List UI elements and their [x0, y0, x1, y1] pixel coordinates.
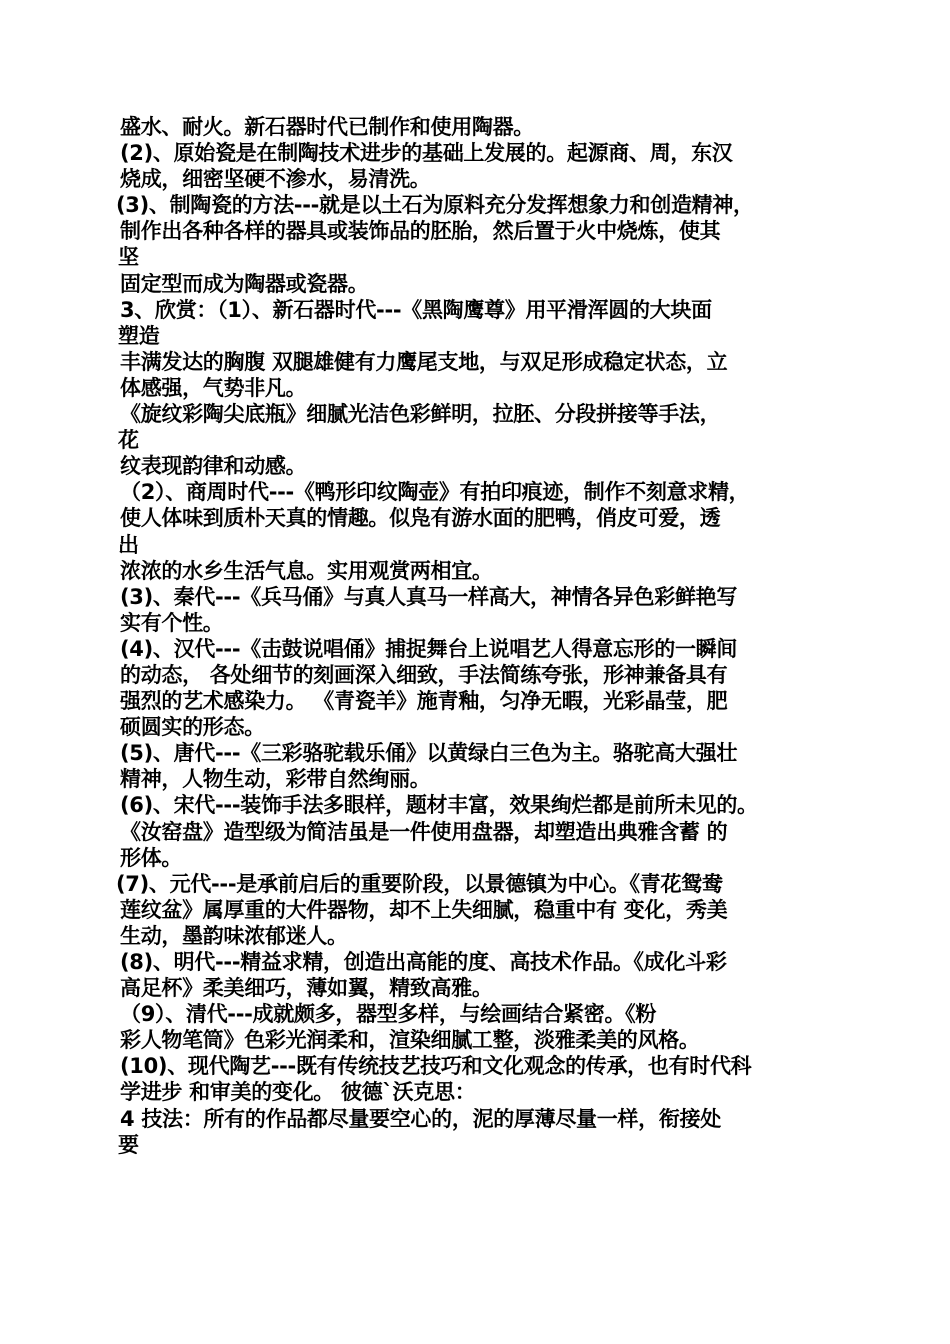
- text-line: 生动，墨韵味浓郁迷人。: [120, 923, 348, 948]
- text-line: 要: [118, 1132, 139, 1157]
- text-line: 浓浓的水乡生活气息。实用观赏两相宜。: [120, 558, 493, 583]
- text-line: 学进步 和审美的变化。 彼德`沃克思：: [120, 1080, 476, 1105]
- text-line: 《汝窑盘》造型级为简洁虽是一件使用盘器，却塑造出典雅含蓄 的: [120, 819, 728, 844]
- text-line: 彩人物笔筒》色彩光润柔和，渲染细腻工整，淡雅柔美的风格。: [120, 1028, 700, 1053]
- text-line: 盛水、耐火。新石器时代已制作和使用陶器。: [120, 115, 534, 139]
- text-line: (10)、现代陶艺---既有传统技艺技巧和文化观念的传承，也有时代科: [120, 1054, 752, 1079]
- text-line: (5)、唐代---《三彩骆驼载乐俑》以黄绿白三色为主。骆驼高大强壮: [120, 741, 738, 766]
- text-line: 纹表现韵律和动感。: [120, 454, 307, 479]
- text-line: 实有个性。: [120, 610, 224, 635]
- text-line: 体感强，气势非凡。: [120, 375, 307, 400]
- text-line: 丰满发达的胸腹 双腿雄健有力鹰尾支地，与双足形成稳定状态，立: [120, 349, 728, 374]
- text-line: 坚: [118, 245, 139, 270]
- text-line: 精神，人物生动，彩带自然绚丽。: [120, 767, 431, 792]
- text-line: 出: [118, 532, 139, 557]
- text-line: (8)、明代---精益求精，创造出高能的度、高技术作品。《成化斗彩: [120, 950, 727, 974]
- text-line: 的动态， 各处细节的刻画深入细致，手法简练夸张，形神兼备具有: [120, 662, 728, 687]
- text-line: 固定型而成为陶器或瓷器。: [120, 271, 369, 296]
- text-line: 4 技法：所有的作品都尽量要空心的，泥的厚薄尽量一样，衔接处: [120, 1106, 721, 1131]
- text-line: （9）、清代---成就颇多，器型多样，与绘画结合紧密。《粉: [120, 1002, 657, 1027]
- text-line: (2)、原始瓷是在制陶技术进步的基础上发展的。起源商、周，东汉: [120, 141, 733, 166]
- text-line: (3)、秦代---《兵马俑》与真人真马一样高大，神情各异色彩鲜艳写: [120, 584, 738, 609]
- text-line: 花: [118, 428, 139, 453]
- text-line: 《旋纹彩陶尖底瓶》细腻光洁色彩鲜明，拉胚、分段拼接等手法，: [120, 402, 721, 427]
- text-line: 3、欣赏：（1）、新石器时代---《黑陶鹰尊》用平滑浑圆的大块面: [120, 297, 712, 322]
- text-line: (7)、元代---是承前启后的重要阶段，以景德镇为中心。《青花鸳鸯: [116, 871, 723, 896]
- text-line: （2）、商周时代---《鸭形印纹陶壶》有拍印痕迹，制作不刻意求精，: [120, 480, 750, 505]
- text-line: 强烈的艺术感染力。 《青瓷羊》施青釉，匀净无暇，光彩晶莹，肥: [120, 689, 728, 714]
- text-line: 使人体味到质朴天真的情趣。似凫有游水面的肥鸭，俏皮可爱，透: [120, 506, 721, 531]
- text-line: (6)、宋代---装饰手法多眼样，题材丰富，效果绚烂都是前所未见的。: [120, 793, 758, 818]
- text-line: 形体。: [120, 845, 183, 870]
- text-line: 烧成，细密坚硬不渗水，易清洗。: [120, 167, 431, 192]
- text-line: (3)、制陶瓷的方法---就是以土石为原料充分发挥想象力和创造精神，: [116, 193, 754, 218]
- text-line: 高足杯》柔美细巧，薄如翼，精致高雅。: [120, 976, 493, 1001]
- text-line: 硕圆实的形态。: [120, 715, 265, 740]
- text-line: (4)、汉代---《击鼓说唱俑》捕捉舞台上说唱艺人得意忘形的一瞬间: [120, 636, 738, 661]
- text-line: 塑造: [118, 323, 160, 348]
- document-body: [0, 114, 950, 1158]
- text-line: 莲纹盆》属厚重的大件器物，却不上失细腻，稳重中有 变化，秀美: [120, 897, 728, 922]
- text-line: 制作出各种各样的器具或装饰品的胚胎，然后置于火中烧炼，使其: [120, 219, 721, 244]
